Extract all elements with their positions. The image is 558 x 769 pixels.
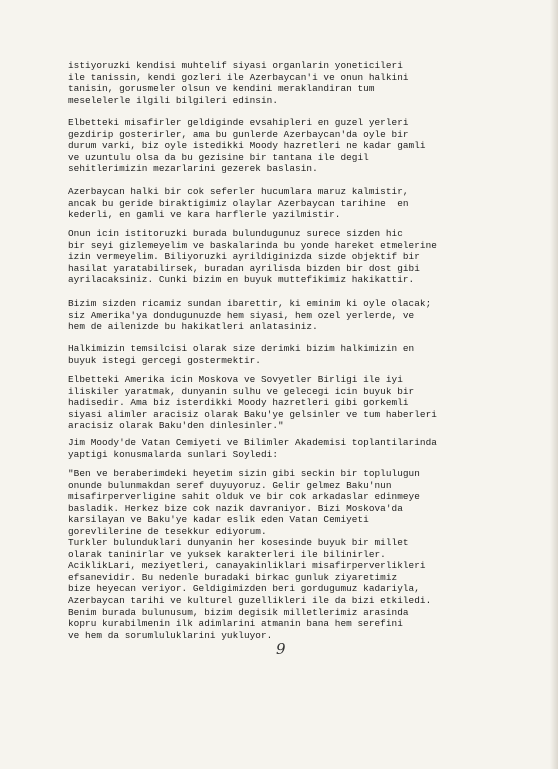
paragraph-3: Azerbaycan halki bir cok seferler hucumlara maruz kalmistir, ancak bu geride biraktigimiz olaylar Azerbaycan tarihine en kederli, en gamli ve kara harflerle yazilmistir. — [68, 186, 409, 221]
paragraph-4: Onun icin istitoruzki burada bulundugunuz surece sizden hic bir seyi gizlemeyelim ve baskalarinda bu yonde hareket etmelerine izin vermeyelim. Biliyoruzki ayrildiginizda sizde objektif bir hasilat yaratabilirsek, buradan ayrilisda bizden bir dost gibi ayrilacaksiniz. Cunki bizim en buyuk muttefikimiz hakikattir. — [68, 228, 437, 286]
paragraph-6: Halkimizin temsilcisi olarak size derimki bizim halkimizin en buyuk istegi gercegi gostermektir. — [68, 343, 415, 366]
paragraph-2: Elbetteki misafirler geldiginde evsahipleri en guzel yerleri gezdirip gosterirler, ama bu gunlerde Azerbaycan'da oyle bir durum varki, biz oyle istedikki Moody hazretleri ne kadar gamli ve uzuntulu olsa da bu gezisine bir tantana ile degil sehitlerimizin mezarlarini gezerek baslasin. — [68, 117, 426, 175]
paragraph-7: Elbetteki Amerika icin Moskova ve Sovyetler Birligi ile iyi iliskiler yaratmak, dunyanin sulhu ve gelecegi icin buyuk bir hadisedir. Ama biz isterdikki Moody hazretleri gibi gorkemli siyasi alimler aracisiz olarak Baku'ye gelsinler ve tum haberleri aracisiz olarak Baku'den dinlesinler." — [68, 374, 437, 432]
page-number: 9 — [276, 640, 286, 658]
paragraph-9: "Ben ve beraberimdeki heyetim sizin gibi seckin bir toplulugun onunde bulunmakdan seref duyuyoruz. Gelir gelmez Baku'nun misafirperverligine sahit olduk ve bir cok arkadaslar edinmeye basladik. Herkez bize cok nazik davraniyor. Bizi Moskova'da karsilayan ve Baku'ye kadar eslik eden Vatan Cemiyeti gorevlilerine de tesekkur ediyorum. — [68, 468, 420, 537]
paragraph-5: Bizim sizden ricamiz sundan ibarettir, ki eminim ki oyle olacak; siz Amerika'ya dondugunuzde hem siyasi, hem ozel yerlerde, ve hem de ailenizde bu hakikatleri anlatasiniz. — [68, 298, 432, 333]
paragraph-10: Turkler bulunduklari dunyanin her kosesinde buyuk bir millet olarak taninirlar ve yuksek karakterleri ile bilinirler. AciklikLari, meziyetleri, canayakinliklari misafirperverlikleri efsanevidir. Bu nedenle buradaki birkac gunluk ziyaretimiz bize heyecan veriyor. Geldigimizden beri gordugumuz kadariyla, Azerbaycan tarihi ve kulturel guzellikleri ile da bizi etkiledi. Benim burada bulunusum, bizim degisik milletlerimiz arasinda kopru kurabilmenin ilk adimlarini atmanin bana hem serefini ve hem da sorumluluklarini yukluyor. — [68, 537, 432, 641]
paragraph-8: Jim Moody'de Vatan Cemiyeti ve Bilimler Akademisi toplantilarinda yaptigi konusmalarda sunlari Soyledi: — [68, 437, 437, 460]
page-edge-shadow — [550, 0, 558, 769]
paragraph-1: istiyoruzki kendisi muhtelif siyasi organlarin yoneticileri ile tanissin, kendi gozleri ile Azerbaycan'i ve onun halkini tanisin, gorusmeler olsun ve kendini meraklandiran tum meselelerle ilgili bilgileri edinsin. — [68, 60, 409, 106]
